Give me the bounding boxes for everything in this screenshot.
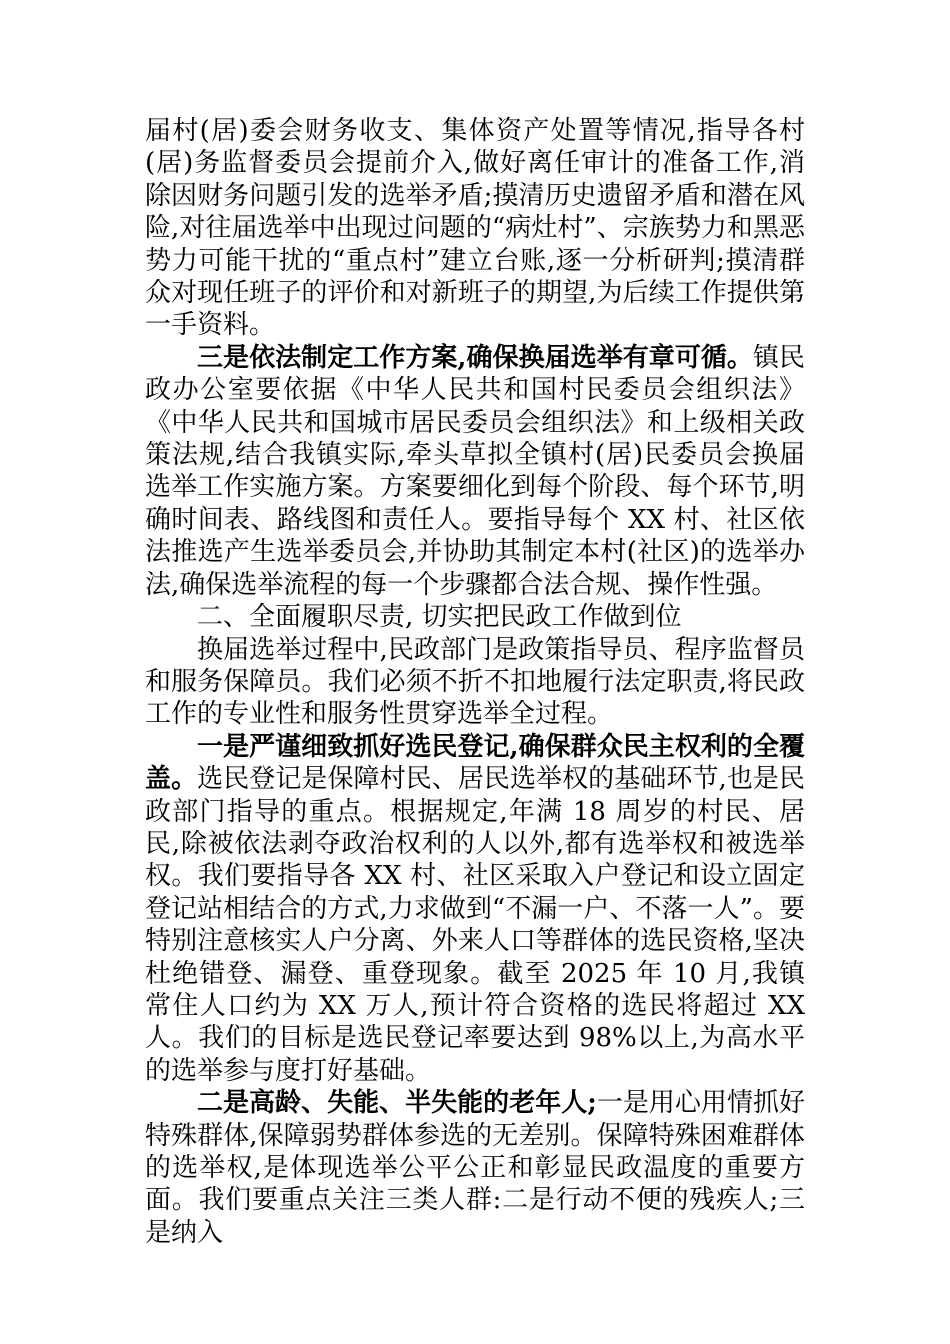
paragraph-text: 选民登记是保障村民、居民选举权的基础环节,也是民政部门指导的重点。根据规定,年满 18 周岁的村民、居民,除被依法剥夺政治权利的人以外,都有选举权和被选举权。我们要指导各 XX 村、社区采取入户登记和设立固定登记站相结合的方式,力求做到“不漏一户、不落一人”。要特别注意核实人户分离、外来人口等群体的选民资格,坚决杜绝错登、漏登、重登现象。截至 2025 年 10 月,我镇常住人口约为 XX 万人,预计符合资格的选民将超过 XX 人。我们的目标是选民登记率要达到 98%以上,为高水平的选举参与度打好基础。 bbox=[145, 764, 805, 1086]
paragraph-work-plan bbox=[145, 342, 805, 601]
section-heading bbox=[145, 601, 805, 633]
paragraph-text: 届村(居)委会财务收支、集体资产处置等情况,指导各村(居)务监督委员会提前介入,做好离任审计的准备工作,消除因财务问题引发的选举矛盾;摸清历史遗留矛盾和潜在风险,对往届选举中出现过问题的“病灶村”、宗族势力和黑恶势力可能干扰的“重点村”建立台账,逐一分析研判;摸清群众对现任班子的评价和对新班子的期望,为后续工作提供第一手资料。 bbox=[145, 116, 805, 341]
paragraph-text: 镇民政办公室要依据《中华人民共和国村民委员会组织法》《中华人民共和国城市居民委员会组织法》和上级相关政策法规,结合我镇实际,牵头草拟全镇村(居)民委员会换届选举工作实施方案。方案要细化到每个阶段、每个环节,明确时间表、路线图和责任人。要指导每个 XX 村、社区依法推选产生选举委员会,并协助其制定本村(社区)的选举办法,确保选举流程的每一个步骤都合法合规、操作性强。 bbox=[145, 342, 805, 600]
paragraph-text: 一是用心用情抓好特殊群体,保障弱势群体参选的无差别。保障特殊困难群体的选举权,是体现选举公平公正和彰显民政温度的重要方面。我们要重点关注三类人群:二是行动不便的残疾人;三是纳入 bbox=[145, 1088, 805, 1248]
paragraph-special-groups bbox=[145, 1087, 805, 1249]
paragraph-lead-heading: 三是依法制定工作方案,确保换届选举有章可循。 bbox=[197, 342, 753, 373]
document-page bbox=[145, 115, 805, 1249]
paragraph-text: 换届选举过程中,民政部门是政策指导员、程序监督员和服务保障员。我们必须不折不扣地履行法定职责,将民政工作的专业性和服务性贯穿选举全过程。 bbox=[145, 634, 805, 730]
paragraph-intro bbox=[145, 634, 805, 731]
paragraph-voter-registration bbox=[145, 731, 805, 1087]
paragraph-lead-heading: 一是严谨细致抓好选民登记,确保群众民主权利的全覆盖。 bbox=[145, 731, 805, 795]
paragraph-lead-heading: 二是高龄、失能、半失能的老年人; bbox=[197, 1088, 597, 1119]
section-heading-text: 二、全面履职尽责, 切实把民政工作做到位 bbox=[197, 602, 682, 633]
paragraph-continuation bbox=[145, 115, 805, 342]
